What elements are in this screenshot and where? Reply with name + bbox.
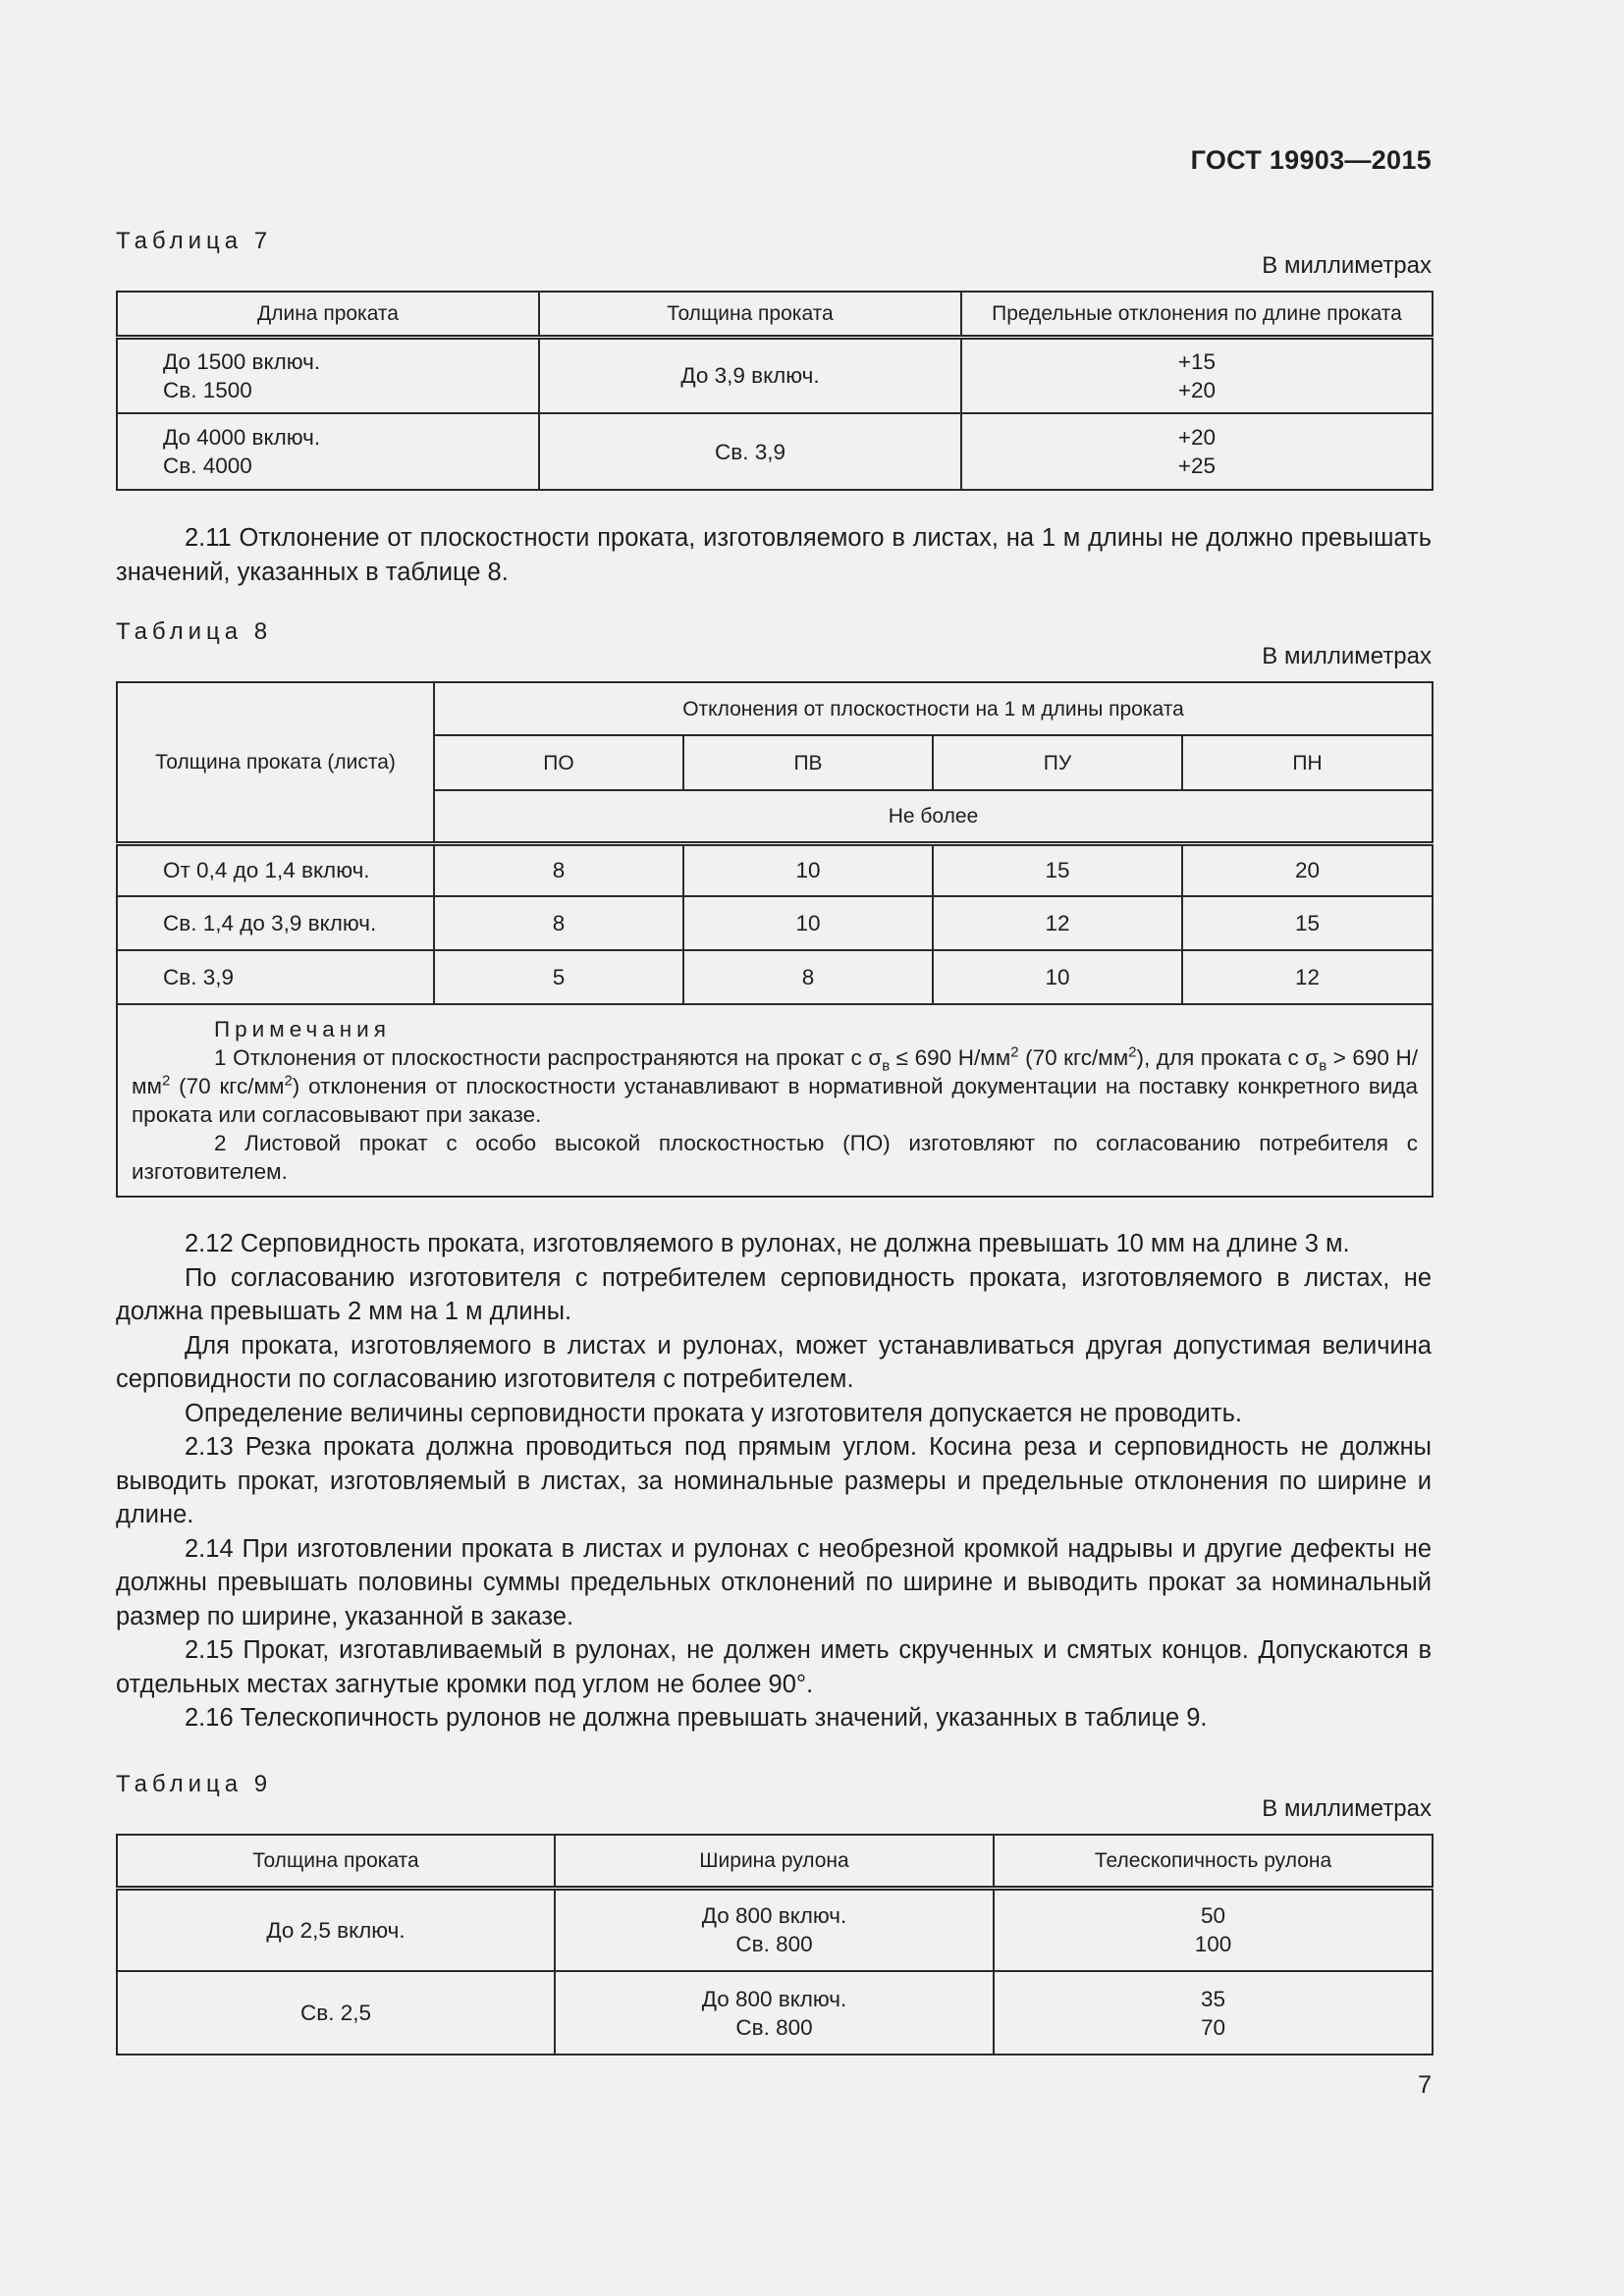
table8-cell: 10 (683, 843, 933, 896)
table8-not-more: Не более (434, 790, 1433, 843)
table8-cell: 5 (434, 950, 683, 1004)
table9-caption: Таблица 9 (116, 1771, 273, 1797)
table9-width-value: До 800 включ. (701, 1903, 847, 1929)
table-row (117, 843, 1433, 896)
table7-units: В миллиметрах (1262, 252, 1432, 279)
table8-cell: 20 (1182, 843, 1433, 896)
paragraph-text: Определение величины серповидности проката у изготовителя допускается не проводить. (185, 1399, 1242, 1427)
table9-cell-thickness: До 2,5 включ. (117, 1888, 555, 1971)
table9-cell-telescopicity (994, 1888, 1433, 1971)
table9-header-row (117, 1835, 1433, 1888)
table7-length-value: Св. 1500 (163, 377, 252, 402)
table8-units: В миллиметрах (1262, 643, 1432, 669)
table8-caption: Таблица 8 (116, 618, 273, 645)
paragraph-2-11 (116, 521, 1432, 589)
note-text: 1 Отклонения от плоскостности распространяются на прокат с σ (214, 1045, 883, 1070)
note-superscript: 2 (161, 1072, 171, 1090)
table7-deviation-value: +20 (1177, 377, 1217, 402)
table8-subheader-po: ПО (434, 735, 683, 790)
paragraph-text: 2.16 Телескопичность рулонов не должна превышать значений, указанных в таблице 9. (185, 1704, 1208, 1732)
table-row (117, 413, 1433, 490)
table8-cell: 10 (933, 950, 1182, 1004)
table7-deviation-value: +15 (1177, 348, 1217, 374)
table8-subheader-pu: ПУ (933, 735, 1182, 790)
note-text: > 690 Н/мм (132, 1045, 1418, 1098)
note-text: ) отклонения от плоскостности устанавливают в нормативной документации на поставку конкретного вида проката или согласовывают при заказе. (132, 1074, 1418, 1127)
table9-cell-width (555, 1888, 994, 1971)
table8-row-label: Св. 1,4 до 3,9 включ. (117, 896, 434, 950)
body-paragraphs (116, 1227, 1432, 1735)
table8-header-group: Отклонения от плоскостности на 1 м длины проката (434, 682, 1433, 735)
table-row (117, 1971, 1433, 2055)
table8-cell: 8 (434, 843, 683, 896)
table9-header-telescopicity: Телескопичность рулона (994, 1835, 1433, 1888)
table9-width-value: До 800 включ. (701, 1986, 847, 2011)
note-subscript: в (882, 1057, 891, 1075)
page-number: 7 (1418, 2071, 1432, 2099)
note-1 (132, 1043, 1418, 1129)
table7-cell-length (117, 337, 539, 413)
table8-subheader-pv: ПВ (683, 735, 933, 790)
table9-header-width: Ширина рулона (555, 1835, 994, 1888)
table8-row-label: От 0,4 до 1,4 включ. (117, 843, 434, 896)
table-row (117, 337, 1433, 413)
table9-cell-telescopicity (994, 1971, 1433, 2055)
table7-length-value: Св. 4000 (163, 454, 252, 478)
note-2: 2 Листовой прокат с особо высокой плоскостностью (ПО) изготовляют по согласованию потребителя с изготовителем. (132, 1131, 1418, 1184)
paragraph-text: 2.13 Резка проката должна проводиться под прямым углом. Косина реза и серповидность не должны выводить прокат, изготовляемый в листах, за номинальные размеры и предельные отклонения по ширине и длине. (116, 1433, 1432, 1528)
table7-deviation-value: +25 (1177, 454, 1217, 478)
note-text: ), для проката с σ (1136, 1045, 1320, 1070)
table9 (116, 1834, 1434, 2056)
paragraph-text: Для проката, изготовляемого в листах и рулонах, может устанавливаться другая допустимая величина серповидности по согласованию изготовителя с потребителем. (116, 1331, 1432, 1393)
table7-deviation-value: +20 (1177, 425, 1217, 450)
table-row (117, 896, 1433, 950)
table9-cell-width (555, 1971, 994, 2055)
table9-telescopicity-value: 50 (1200, 1903, 1226, 1929)
table8-notes (117, 1004, 1433, 1197)
table-row (117, 950, 1433, 1004)
paragraph-text: 2.12 Серповидность проката, изготовляемого в рулонах, не должна превышать 10 мм на длине 3 м. (185, 1230, 1350, 1257)
table8-cell: 15 (933, 843, 1182, 896)
table8-cell: 8 (434, 896, 683, 950)
table8-notes-row (117, 1004, 1433, 1197)
table-row (117, 1888, 1433, 1971)
table8-cell: 15 (1182, 896, 1433, 950)
table9-width-value: Св. 800 (735, 2014, 813, 2040)
paragraph-text: 2.14 При изготовлении проката в листах и рулонах с необрезной кромкой надрывы и другие дефекты не должны превышать половины суммы предельных отклонений по ширине и выводить прокат за номинальный размер по ширине, указанной в заказе. (116, 1534, 1432, 1630)
table7-length-value: До 1500 включ. (163, 348, 321, 374)
table8 (116, 681, 1434, 1198)
table7-caption: Таблица 7 (116, 228, 273, 254)
table8-header-row (117, 682, 1433, 735)
table9-units: В миллиметрах (1262, 1795, 1432, 1822)
table8-cell: 10 (683, 896, 933, 950)
note-subscript: в (1319, 1057, 1327, 1075)
table8-cell: 8 (683, 950, 933, 1004)
table8-subheader-pn: ПН (1182, 735, 1433, 790)
document-code-header: ГОСТ 19903—2015 (1190, 145, 1432, 175)
table8-cell: 12 (1182, 950, 1433, 1004)
table8-row-label: Св. 3,9 (117, 950, 434, 1004)
table9-header-thickness: Толщина проката (117, 1835, 555, 1888)
table7-header-row (117, 292, 1433, 337)
note-text: (70 кгс/мм (170, 1074, 285, 1098)
note-superscript: 2 (284, 1072, 293, 1090)
paragraph-text: 2.11 Отклонение от плоскостности проката, изготовляемого в листах, на 1 м длины не должно превышать значений, указанных в таблице 8. (116, 524, 1432, 586)
table7-header-length: Длина проката (117, 292, 539, 337)
note-superscript: 2 (1010, 1043, 1019, 1061)
table8-cell: 12 (933, 896, 1182, 950)
table9-cell-thickness: Св. 2,5 (117, 1971, 555, 2055)
table9-telescopicity-value: 70 (1200, 2014, 1226, 2040)
table8-header-thickness: Толщина проката (листа) (117, 682, 434, 843)
table7-cell-thickness: Св. 3,9 (539, 413, 961, 490)
table7-length-value: До 4000 включ. (163, 425, 321, 450)
table9-telescopicity-value: 100 (1194, 1932, 1232, 1957)
note-text: ≤ 690 Н/мм (890, 1045, 1011, 1070)
table7-cell-thickness: До 3,9 включ. (539, 337, 961, 413)
table7-cell-length (117, 413, 539, 490)
table7-header-thickness: Толщина проката (539, 292, 961, 337)
table9-telescopicity-value: 35 (1200, 1986, 1226, 2011)
table7-header-deviation: Предельные отклонения по длине проката (961, 292, 1433, 337)
table9-width-value: Св. 800 (735, 1932, 813, 1957)
note-text: (70 кгс/мм (1018, 1045, 1129, 1070)
note-superscript: 2 (1128, 1043, 1137, 1061)
table7 (116, 291, 1434, 491)
table7-cell-deviation (961, 337, 1433, 413)
notes-title: Примечания (214, 1017, 391, 1041)
paragraph-text: 2.15 Прокат, изготавливаемый в рулонах, не должен иметь скрученных и смятых концов. Допускаются в отдельных местах загнутые кромки под углом не более 90°. (116, 1636, 1432, 1698)
paragraph-text: По согласованию изготовителя с потребителем серповидность проката, изготовляемого в листах, не должна превышать 2 мм на 1 м длины. (116, 1263, 1432, 1325)
table7-cell-deviation (961, 413, 1433, 490)
